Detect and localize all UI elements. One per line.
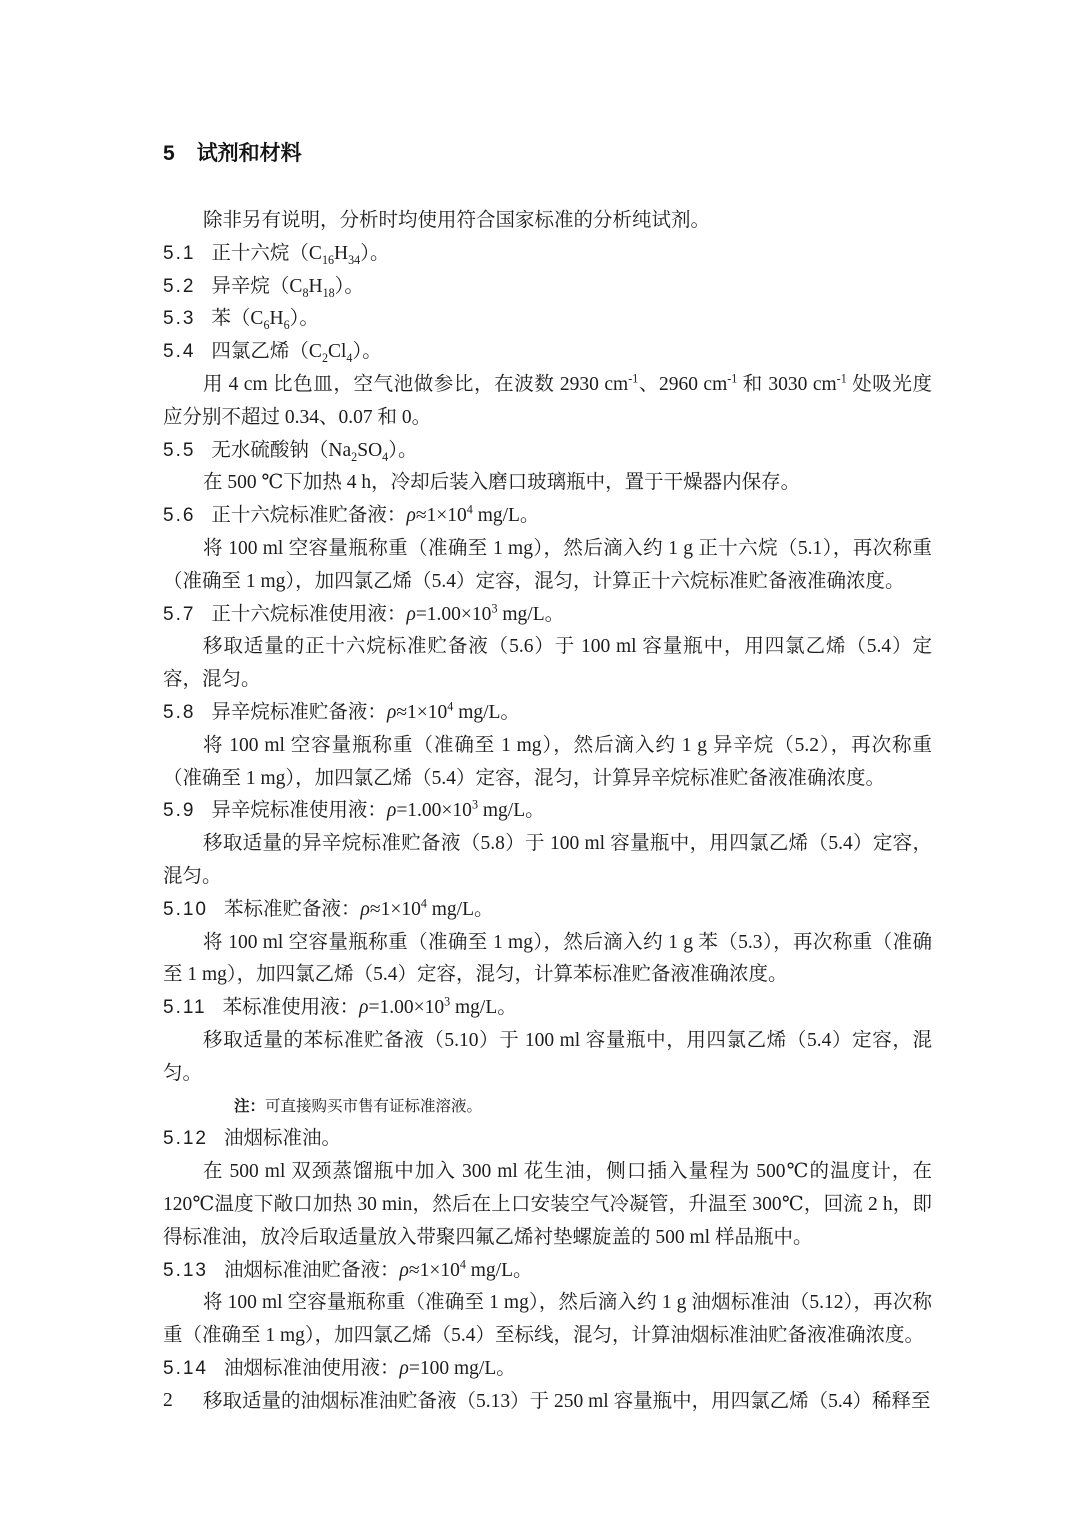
text-segment: 可直接购买市售有证标准溶液。: [265, 1097, 483, 1115]
text-segment: mg/L。: [497, 603, 565, 625]
text-segment: mg/L。: [465, 1259, 533, 1281]
text-segment: 无水硫酸钠（Na: [211, 439, 352, 461]
text-segment: ）。: [334, 275, 364, 297]
text-segment: 异辛烷标准贮备液：: [211, 701, 387, 723]
clause-number: 5.8: [163, 701, 196, 723]
page-number: 2: [163, 1390, 173, 1411]
section-heading: [163, 139, 932, 169]
clause-number: 5.5: [163, 439, 196, 461]
clause-number: 5.13: [163, 1259, 208, 1281]
clause-number: 5.2: [163, 275, 196, 297]
text-segment: 将 100 ml 空容量瓶称重（准确至 1 mg），然后滴入约 1 g 正十六烷（5.1），再次称重（准确至 1 mg），加四氯乙烯（5.4）定容，混匀，计算正十六烷标准贮备液准确浓度。: [163, 537, 932, 592]
text-segment: =1.00×10: [396, 800, 472, 822]
text-segment: ρ: [399, 1357, 409, 1379]
clause-number: 5.12: [163, 1128, 208, 1150]
text-segment: ≈1×10: [369, 898, 421, 920]
text-segment: ）。: [388, 439, 418, 461]
body-paragraph: [163, 205, 932, 238]
text-segment: 四氯乙烯（C: [211, 341, 322, 363]
text-segment: Cl: [327, 341, 347, 363]
body-paragraph: [163, 631, 932, 697]
text-segment: mg/L。: [453, 701, 520, 723]
text-segment: H: [308, 275, 323, 297]
text-segment: mg/L。: [472, 505, 540, 527]
text-segment: 正十六烷标准贮备液：: [211, 505, 407, 527]
clause-5.12: [163, 1123, 932, 1156]
clause-5.1: [163, 238, 932, 271]
body-paragraph: [163, 1287, 932, 1353]
text-segment: 4: [447, 699, 454, 714]
clause-number: 5.7: [163, 603, 196, 625]
body-paragraph: [163, 1386, 932, 1419]
clause-5.8: [163, 697, 932, 730]
clause-number: 5.14: [163, 1357, 208, 1379]
text-segment: 将 100 ml 空容量瓶称重（准确至 1 mg），然后滴入约 1 g 异辛烷（5.2），再次称重（准确至 1 mg），加四氯乙烯（5.4）定容，混匀，计算异辛烷标准贮备液准确浓度。: [163, 734, 932, 789]
clause-number: 5.6: [163, 505, 196, 527]
text-segment: 4: [420, 896, 427, 911]
body-paragraph: [163, 828, 932, 894]
text-segment: ）。: [352, 341, 382, 363]
text-segment: 8: [302, 285, 309, 300]
text-segment: 苯标准使用液：: [222, 997, 360, 1019]
text-segment: H: [334, 242, 349, 264]
text-segment: ρ: [386, 701, 397, 723]
body-paragraph: [163, 927, 932, 993]
text-segment: mg/L。: [450, 997, 517, 1019]
text-segment: 、2960 cm: [638, 373, 728, 395]
text-segment: 3: [491, 601, 498, 616]
text-segment: 苯（C: [211, 308, 264, 330]
text-segment: 4: [459, 1257, 466, 1271]
clause-5.11: [163, 992, 932, 1025]
text-segment: 异辛烷（C: [211, 275, 303, 297]
clause-5.7: [163, 599, 932, 632]
clause-5.10: [163, 894, 932, 927]
clause-number: 5.11: [163, 997, 207, 1019]
text-segment: ρ: [406, 505, 416, 527]
text-segment: ρ: [359, 997, 369, 1019]
body-paragraph: [163, 467, 932, 500]
text-segment: ρ: [399, 1259, 409, 1281]
text-segment: =100 mg/L。: [408, 1357, 516, 1379]
text-segment: 和 3030 cm: [737, 373, 837, 395]
body-paragraph: [163, 1025, 932, 1091]
text-segment: mg/L。: [426, 898, 494, 920]
text-segment: ≈1×10: [415, 505, 467, 527]
clause-number: 5.3: [163, 308, 196, 330]
text-segment: 油烟标准油贮备液：: [223, 1259, 400, 1281]
clause-5.6: [163, 500, 932, 533]
clause-number: 5.4: [163, 341, 196, 363]
text-segment: -1: [727, 371, 738, 386]
text-segment: 2: [351, 449, 358, 464]
text-segment: 16: [321, 252, 335, 267]
body-paragraph: [163, 533, 932, 599]
note-line: [163, 1091, 932, 1124]
text-segment: 3: [471, 797, 478, 812]
document-body: [163, 139, 932, 1418]
text-segment: 4: [346, 351, 353, 366]
clause-5.13: [163, 1255, 932, 1288]
text-segment: 注：: [234, 1097, 266, 1115]
text-segment: 将 100 ml 空容量瓶称重（准确至 1 mg），然后滴入约 1 g 油烟标准油（5.12），再次称重（准确至 1 mg），加四氯乙烯（5.4）至标线，混匀，计算油烟标准油贮备液准确浓度。: [163, 1292, 932, 1347]
text-segment: 正十六烷标准使用液：: [211, 603, 407, 625]
section-title: 试剂和材料: [196, 142, 302, 165]
paragraph-list: [163, 205, 932, 1418]
text-segment: 移取适量的正十六烷标准贮备液（5.6）于 100 ml 容量瓶中，用四氯乙烯（5.4）定容，混匀。: [163, 636, 932, 691]
text-segment: 34: [348, 252, 361, 267]
clause-5.9: [163, 795, 932, 828]
body-paragraph: [163, 730, 932, 796]
clause-number: 5.1: [163, 242, 196, 264]
text-segment: 4: [466, 502, 473, 517]
text-segment: ρ: [360, 898, 370, 920]
text-segment: H: [269, 308, 284, 330]
text-segment: 苯标准贮备液：: [223, 898, 361, 920]
clause-5.14: [163, 1353, 932, 1386]
text-segment: 在 500 ml 双颈蒸馏瓶中加入 300 ml 花生油，侧口插入量程为 500℃的温度计，在 120℃温度下敞口加热 30 min，然后在上口安装空气冷凝管，升温至 300℃，回流 2 h，即得标准油，放冷后取适量放入带聚四氟乙烯衬垫螺旋盖的 500 ml 样品瓶中。: [163, 1161, 932, 1248]
text-segment: -1: [836, 371, 847, 386]
clause-number: 5.9: [163, 800, 196, 822]
text-segment: 移取适量的苯标准贮备液（5.10）于 100 ml 容量瓶中，用四氯乙烯（5.4）定容，混匀。: [163, 1029, 932, 1084]
text-segment: 6: [283, 318, 290, 333]
text-segment: =1.00×10: [415, 603, 492, 625]
text-segment: 将 100 ml 空容量瓶称重（准确至 1 mg），然后滴入约 1 g 苯（5.3），再次称重（准确至 1 mg），加四氯乙烯（5.4）定容，混匀，计算苯标准贮备液准确浓度。: [163, 931, 932, 986]
text-segment: 异辛烷标准使用液：: [211, 800, 387, 822]
text-segment: 4: [382, 449, 389, 464]
text-segment: mg/L。: [477, 800, 545, 822]
clause-5.5: [163, 435, 932, 468]
clause-5.2: [163, 271, 932, 304]
text-segment: 除非另有说明，分析时均使用符合国家标准的分析纯试剂。: [203, 210, 711, 231]
text-segment: ）。: [360, 242, 390, 264]
text-segment: 正十六烷（C: [211, 242, 322, 264]
text-segment: ）。: [289, 308, 319, 330]
text-segment: -1: [628, 371, 639, 386]
body-paragraph: [163, 369, 932, 435]
text-segment: 2: [321, 351, 328, 366]
text-segment: 在 500 ℃下加热 4 h，冷却后装入磨口玻璃瓶中，置于干燥器内保存。: [203, 472, 801, 494]
clause-5.4: [163, 336, 932, 369]
text-segment: 移取适量的异辛烷标准贮备液（5.8）于 100 ml 容量瓶中，用四氯乙烯（5.4）定容，混匀。: [163, 833, 932, 887]
text-segment: ρ: [386, 800, 397, 822]
text-segment: 移取适量的油烟标准油贮备液（5.13）于 250 ml 容量瓶中，用四氯乙烯（5.4）稀释至: [203, 1390, 931, 1412]
text-segment: 18: [322, 285, 335, 300]
clause-number: 5.10: [163, 898, 208, 920]
text-segment: =1.00×10: [368, 997, 445, 1019]
text-segment: 3: [444, 994, 451, 1009]
text-segment: 油烟标准油使用液：: [223, 1357, 400, 1379]
text-segment: 用 4 cm 比色皿，空气池做参比，在波数 2930 cm: [203, 373, 629, 395]
text-segment: 处吸光度应分别不超过 0.34、0.07 和 0。: [163, 373, 932, 428]
text-segment: ρ: [406, 603, 416, 625]
clause-5.3: [163, 303, 932, 336]
text-segment: 油烟标准油。: [223, 1128, 341, 1150]
text-segment: ≈1×10: [396, 701, 448, 723]
text-segment: 6: [263, 318, 270, 333]
section-number: 5: [163, 142, 175, 165]
text-segment: ≈1×10: [408, 1259, 460, 1281]
body-paragraph: [163, 1156, 932, 1254]
text-segment: SO: [357, 439, 383, 461]
